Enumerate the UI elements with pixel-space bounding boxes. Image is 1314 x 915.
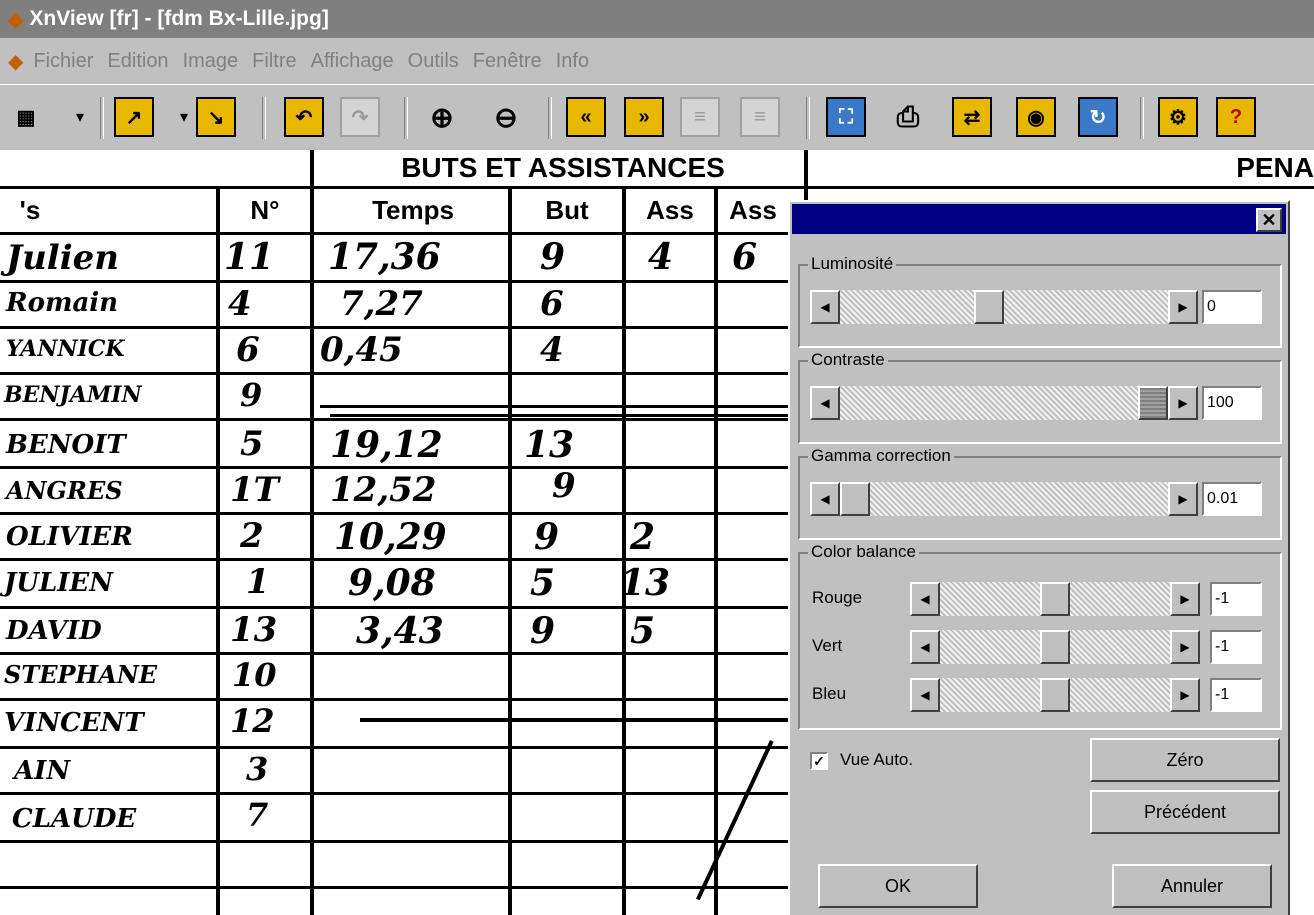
contraste-slider[interactable]: [810, 386, 1198, 420]
chevron-down-icon[interactable]: ▾: [76, 109, 85, 126]
column-header-but: But: [545, 194, 589, 225]
grid-line: [0, 746, 788, 749]
header-buts-et-assistances: BUTS ET ASSISTANCES: [401, 152, 725, 183]
row-name: BENOIT: [6, 430, 126, 460]
strike-line: [696, 740, 774, 900]
annuler-button[interactable]: Annuler: [1112, 864, 1272, 908]
last-page-icon[interactable]: ≡: [740, 97, 780, 137]
row-name: ANGRES: [6, 476, 123, 505]
arrow-right-icon[interactable]: ▶: [1170, 582, 1200, 616]
grid-line: [508, 186, 512, 915]
row-temps: 9,08: [348, 562, 436, 604]
grid-line: [714, 186, 718, 915]
row-name: Julien: [6, 238, 119, 278]
luminosite-value[interactable]: 0: [1202, 290, 1262, 324]
row-number: 6: [236, 330, 260, 370]
dialog-title-bar[interactable]: [792, 204, 1286, 234]
grid-line: [0, 326, 788, 329]
bleu-slider[interactable]: [910, 678, 1200, 712]
row-number: 1T: [230, 470, 279, 510]
open-icon[interactable]: ↗: [114, 97, 154, 137]
row-number: 2: [240, 516, 264, 556]
strike-line: [330, 414, 788, 417]
toolbar-separator: [404, 97, 408, 139]
chevron-down-icon[interactable]: ▾: [180, 109, 189, 126]
settings-icon[interactable]: ⚙: [1158, 97, 1198, 137]
row-name: JULIEN: [4, 568, 114, 598]
grid-line: [622, 186, 626, 915]
contraste-label: Contraste: [808, 350, 888, 370]
arrow-right-icon[interactable]: ▶: [1168, 482, 1198, 516]
row-temps: 19,12: [330, 424, 443, 466]
toolbar-separator: [262, 97, 266, 139]
grid-line: [0, 232, 788, 235]
print-icon[interactable]: ⎙: [896, 100, 920, 132]
vue-auto-label[interactable]: Vue Auto.: [840, 750, 914, 769]
row-temps: 0,45: [320, 330, 403, 370]
rouge-slider[interactable]: [910, 582, 1200, 616]
title-bar: [0, 0, 1314, 38]
vert-value[interactable]: -1: [1210, 630, 1262, 664]
row-name: Romain: [6, 288, 119, 318]
grid-line: [0, 698, 788, 701]
undo-icon[interactable]: ↶: [284, 97, 324, 137]
menu-edition[interactable]: Edition: [107, 49, 169, 72]
bleu-label: Bleu: [812, 684, 847, 703]
row-ass: 13: [620, 562, 671, 604]
strike-line: [320, 405, 788, 408]
toolbar-separator: [548, 97, 552, 139]
vue-auto-checkbox[interactable]: ✓: [810, 752, 828, 770]
color-balance-group: [798, 542, 1282, 730]
row-number: 10: [232, 656, 277, 694]
slider-thumb[interactable]: [974, 290, 1004, 324]
slider-thumb[interactable]: [1040, 582, 1070, 616]
row-temps: 12,52: [330, 470, 437, 510]
row-number: 1: [246, 562, 270, 602]
browser-icon[interactable]: ▦: [16, 106, 36, 129]
toolbar-separator: [1140, 97, 1144, 139]
grid-line: [0, 280, 788, 283]
grid-line: [0, 512, 788, 515]
gamma-group: [798, 446, 1282, 540]
row-number: 7: [246, 796, 269, 834]
slider-thumb[interactable]: [840, 482, 870, 516]
vert-label: Vert: [812, 636, 843, 655]
row-name: AIN: [14, 756, 71, 786]
row-but: 9: [540, 236, 566, 278]
refresh-icon[interactable]: ↻: [1078, 97, 1118, 137]
zero-button[interactable]: Zéro: [1090, 738, 1280, 782]
color-balance-label: Color balance: [808, 542, 919, 562]
next-icon[interactable]: »: [624, 97, 664, 137]
row-number: 3: [246, 750, 269, 788]
row-but: 6: [540, 284, 564, 324]
slider-thumb[interactable]: [1138, 386, 1168, 420]
row-temps: 7,27: [340, 284, 423, 324]
row-temps: 3,43: [356, 610, 444, 652]
xnview-eye-icon[interactable]: ◆: [8, 50, 24, 73]
row-name: STEPHANE: [4, 660, 158, 689]
row-ass2: 6: [732, 236, 758, 278]
row-number: 12: [230, 702, 275, 740]
row-temps: 17,36: [328, 236, 441, 278]
redo-icon[interactable]: ↷: [340, 97, 380, 137]
column-header-name: 's: [19, 194, 41, 225]
column-header-ass: Ass: [646, 194, 694, 225]
grid-line: [804, 150, 808, 200]
ok-button[interactable]: OK: [818, 864, 978, 908]
row-ass: 5: [630, 610, 656, 652]
grid-line: [0, 606, 788, 609]
gamma-label: Gamma correction: [808, 446, 954, 466]
row-name: DAVID: [6, 616, 102, 646]
row-but: 5: [530, 562, 556, 604]
image-adjust-dialog: [788, 200, 1290, 915]
row-name: BENJAMIN: [4, 382, 142, 408]
menu-outils[interactable]: Outils: [407, 49, 459, 72]
toolbar-separator: [100, 97, 104, 139]
save-icon[interactable]: ↘: [196, 97, 236, 137]
luminosite-group: [798, 254, 1282, 348]
arrow-left-icon[interactable]: ◀: [810, 482, 840, 516]
row-but: 4: [540, 330, 564, 370]
row-number: 4: [228, 284, 252, 324]
grid-line: [0, 418, 788, 421]
help-icon[interactable]: ?: [1216, 97, 1256, 137]
menu-filtre[interactable]: Filtre: [252, 49, 297, 72]
toolbar-separator: [806, 97, 810, 139]
row-number: 11: [224, 236, 275, 278]
column-header-temps: Temps: [372, 194, 454, 225]
menu-fichier[interactable]: Fichier: [33, 49, 94, 72]
menu-fenetre[interactable]: Fenêtre: [472, 49, 542, 72]
row-name: OLIVIER: [6, 522, 133, 552]
arrow-right-icon[interactable]: ▶: [1168, 290, 1198, 324]
vert-slider[interactable]: [910, 630, 1200, 664]
first-page-icon[interactable]: ≡: [680, 97, 720, 137]
precedent-button[interactable]: Précédent: [1090, 790, 1280, 834]
menu-info[interactable]: Info: [555, 49, 590, 72]
arrow-right-icon[interactable]: ▶: [1168, 386, 1198, 420]
row-name: YANNICK: [6, 336, 125, 362]
rouge-label: Rouge: [812, 588, 863, 607]
luminosite-slider[interactable]: [810, 290, 1198, 324]
row-number: 5: [240, 424, 264, 464]
row-number: 13: [230, 610, 278, 650]
grid-line: [0, 792, 788, 795]
row-but: 9: [552, 466, 576, 506]
contraste-group: [798, 350, 1282, 444]
rouge-value[interactable]: -1: [1210, 582, 1262, 616]
menu-bar: [0, 38, 1314, 84]
row-but: 9: [534, 516, 560, 558]
zoom-in-icon[interactable]: ⊕: [430, 101, 454, 133]
luminosite-label: Luminosité: [808, 254, 896, 274]
grid-line: [0, 558, 788, 561]
header-penalites: PENA: [1236, 152, 1314, 183]
grid-line: [0, 372, 788, 375]
gamma-slider[interactable]: [810, 482, 1198, 516]
grid-line: [0, 466, 788, 469]
arrow-left-icon[interactable]: ◀: [810, 386, 840, 420]
arrow-left-icon[interactable]: ◀: [910, 630, 940, 664]
menu-image[interactable]: Image: [182, 49, 239, 72]
contraste-value[interactable]: 100: [1202, 386, 1262, 420]
bleu-value[interactable]: -1: [1210, 678, 1262, 712]
capture-icon[interactable]: ◉: [1016, 97, 1056, 137]
row-but: 13: [524, 424, 575, 466]
grid-line: [0, 886, 788, 889]
row-number: 9: [240, 376, 263, 414]
arrow-right-icon[interactable]: ▶: [1170, 630, 1200, 664]
menu-affichage[interactable]: Affichage: [310, 49, 394, 72]
column-header-number: N°: [250, 194, 280, 225]
arrow-left-icon[interactable]: ◀: [910, 678, 940, 712]
slider-thumb[interactable]: [1040, 630, 1070, 664]
row-but: 9: [530, 610, 556, 652]
row-name: CLAUDE: [12, 804, 137, 834]
fullscreen-icon[interactable]: ⛶: [826, 97, 866, 137]
convert-icon[interactable]: ⇄: [952, 97, 992, 137]
strike-line: [360, 718, 788, 722]
toolbar: [0, 84, 1314, 153]
arrow-left-icon[interactable]: ◀: [910, 582, 940, 616]
row-ass: 4: [648, 236, 674, 278]
arrow-right-icon[interactable]: ▶: [1170, 678, 1200, 712]
grid-line: [310, 150, 314, 915]
close-icon[interactable]: ✕: [1256, 208, 1282, 232]
row-ass: 2: [630, 516, 656, 558]
zoom-out-icon[interactable]: ⊖: [494, 101, 518, 133]
gamma-value[interactable]: 0.01: [1202, 482, 1262, 516]
xnview-eye-icon: ◆: [8, 8, 24, 31]
grid-line: [0, 652, 788, 655]
grid-line: [216, 186, 220, 915]
row-temps: 10,29: [334, 516, 447, 558]
row-name: VINCENT: [4, 708, 144, 738]
previous-icon[interactable]: «: [566, 97, 606, 137]
slider-thumb[interactable]: [1040, 678, 1070, 712]
window-title: XnView [fr] - [fdm Bx-Lille.jpg]: [29, 7, 329, 30]
column-header-ass2: Ass: [729, 194, 777, 225]
arrow-left-icon[interactable]: ◀: [810, 290, 840, 324]
grid-line: [0, 840, 788, 843]
